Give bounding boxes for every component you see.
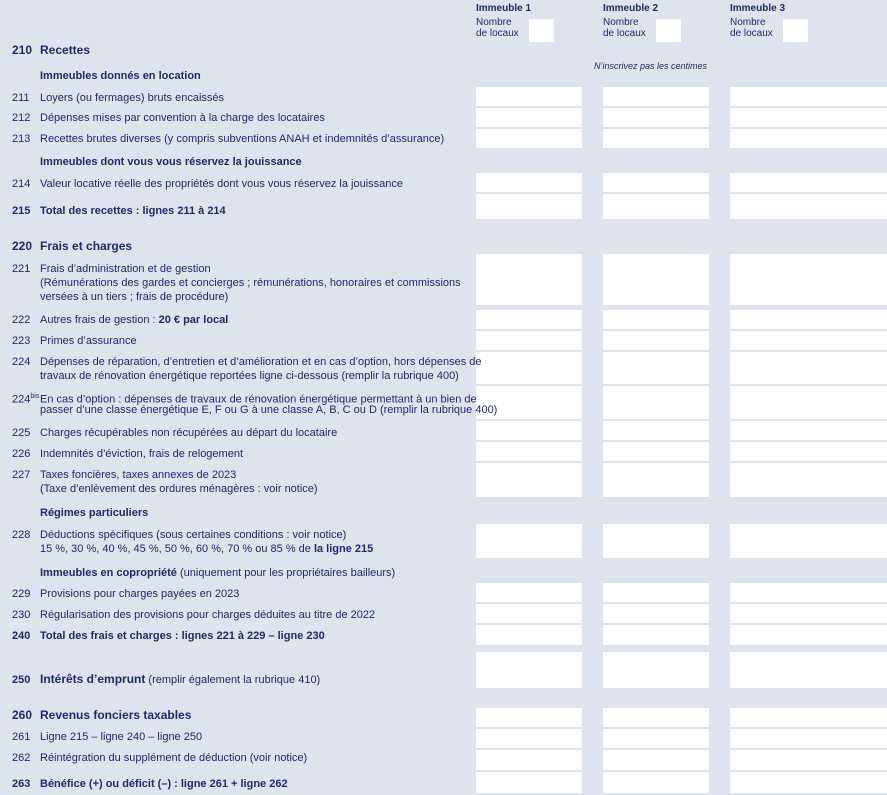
amount-input-250-immeuble-1[interactable] <box>476 652 582 690</box>
column-title: Immeuble 3 <box>730 3 786 14</box>
amount-input-221-immeuble-3[interactable] <box>730 254 836 307</box>
row-229-label: 229 Provisions pour charges payées en 2023 <box>12 588 240 600</box>
amount-input-224-immeuble-2[interactable] <box>603 352 709 386</box>
amount-input-225-next-column[interactable] <box>836 421 887 442</box>
subheading-copropriete: Immeubles en copropriété (uniquement pour les propriétaires bailleurs) <box>40 567 396 579</box>
amount-input-264-immeuble-3[interactable] <box>730 772 836 795</box>
amount-input-213-immeuble-2[interactable] <box>603 129 709 150</box>
amount-input-229-next-column[interactable] <box>836 583 887 604</box>
amount-input-212-immeuble-3[interactable] <box>730 108 836 129</box>
row-227-label: 227 Taxes foncières, taxes annexes de 2023 <box>12 469 237 481</box>
amount-input-222-next-column[interactable] <box>836 310 887 331</box>
amount-input-214-next-column[interactable] <box>836 173 887 194</box>
amount-input-240-immeuble-3[interactable] <box>730 625 836 647</box>
amount-input-225-immeuble-3[interactable] <box>730 421 836 442</box>
amount-input-214-immeuble-3[interactable] <box>730 173 836 194</box>
amount-input-212-immeuble-2[interactable] <box>603 108 709 129</box>
amount-input-229-immeuble-3[interactable] <box>730 583 836 604</box>
row-240-label: 240 Total des frais et charges : lignes 221 à 229 – ligne 230 <box>12 630 325 642</box>
amount-input-263-immeuble-3[interactable] <box>730 750 836 772</box>
amount-input-215-immeuble-2[interactable] <box>603 194 709 221</box>
amount-input-226-immeuble-1[interactable] <box>476 442 582 463</box>
amount-input-262-immeuble-2[interactable] <box>603 729 709 750</box>
amount-input-228-immeuble-3[interactable] <box>730 524 836 560</box>
row-227-line2: (Taxe d’enlèvement des ordures ménagères : voir notice) <box>40 483 318 495</box>
column-header-immeuble-2 <box>603 3 658 39</box>
amount-input-261-immeuble-3[interactable] <box>730 708 836 729</box>
amount-input-227-immeuble-1[interactable] <box>476 463 582 499</box>
amount-input-223-immeuble-2[interactable] <box>603 331 709 352</box>
amount-input-262-next-column[interactable] <box>836 729 887 750</box>
amount-input-261-immeuble-1[interactable] <box>476 708 582 729</box>
row-224bis-line2: passer d’une classe énergétique E, F ou G à une classe A, B, C ou D (remplir la rubrique 400) <box>40 404 498 416</box>
row-212-label: 212 Dépenses mises par convention à la charge des locataires <box>12 112 325 124</box>
amount-input-226-immeuble-3[interactable] <box>730 442 836 463</box>
amount-input-224-immeuble-3[interactable] <box>730 352 836 386</box>
row-223-label: 223 Primes d’assurance <box>12 335 137 347</box>
amount-input-221-immeuble-1[interactable] <box>476 254 582 307</box>
amount-input-228-next-column[interactable] <box>836 524 887 560</box>
amount-input-240-next-column[interactable] <box>836 625 887 647</box>
row-263-label: 263 Bénéfice (+) ou déficit (–) : ligne 261 + ligne 262 <box>12 778 288 790</box>
amount-input-222-immeuble-3[interactable] <box>730 310 836 331</box>
amount-input-230-immeuble-3[interactable] <box>730 604 836 625</box>
section-210: 210 Recettes <box>12 43 91 57</box>
section-220: 220 Frais et charges <box>12 239 133 253</box>
amount-input-224-immeuble-1[interactable] <box>476 352 582 386</box>
row-224bis-label: $224^{bis}En$ cas d’option : dépenses de travaux de rénovation énergétique permettant à un bien de <box>12 393 477 406</box>
amount-input-224-next-column[interactable] <box>836 352 887 386</box>
amount-input-211-immeuble-1[interactable] <box>476 87 582 108</box>
nombre-locaux-input-2[interactable] <box>656 19 681 42</box>
amount-input-215-immeuble-3[interactable] <box>730 194 836 221</box>
row-221-line3: versées à un tiers ; frais de procédure) <box>40 291 229 303</box>
amount-input-224bis-immeuble-3[interactable] <box>730 386 836 421</box>
amount-input-264-next-column[interactable] <box>836 772 887 795</box>
amount-input-212-immeuble-1[interactable] <box>476 108 582 129</box>
amount-input-250-immeuble-3[interactable] <box>730 652 836 690</box>
row-213-label: 213 Recettes brutes diverses (y compris subventions ANAH et indemnités d’assurance) <box>12 133 445 145</box>
amount-input-228-immeuble-1[interactable] <box>476 524 582 560</box>
amount-input-250-immeuble-2[interactable] <box>603 652 709 690</box>
section-260: 260 Revenus fonciers taxables <box>12 708 192 722</box>
row-228-label: 228 Déductions spécifiques (sous certaines conditions : voir notice) <box>12 529 347 541</box>
amount-input-264-immeuble-1[interactable] <box>476 772 582 795</box>
amount-input-211-next-column[interactable] <box>836 87 887 108</box>
subheading-location: Immeubles donnés en location <box>40 70 201 82</box>
amount-input-215-next-column[interactable] <box>836 194 887 221</box>
amount-input-227-next-column[interactable] <box>836 463 887 499</box>
amount-input-240-immeuble-2[interactable] <box>603 625 709 647</box>
count-label: de locaux <box>476 28 519 39</box>
row-226-label: 226 Indemnités d’éviction, frais de relogement <box>12 448 243 460</box>
amount-input-230-next-column[interactable] <box>836 604 887 625</box>
count-label: de locaux <box>730 28 773 39</box>
row-222-label: 222 Autres frais de gestion : 20 € par local <box>12 314 229 326</box>
row-262-label: 262 Réintégration du supplément de déduction (voir notice) <box>12 752 308 764</box>
row-221-label: 221 Frais d’administration et de gestion <box>12 263 211 275</box>
amount-input-263-next-column[interactable] <box>836 750 887 772</box>
nombre-locaux-input-1[interactable] <box>529 19 554 42</box>
amount-input-229-immeuble-2[interactable] <box>603 583 709 604</box>
amount-input-263-immeuble-1[interactable] <box>476 750 582 772</box>
column-title: Immeuble 1 <box>476 3 532 14</box>
amount-input-211-immeuble-3[interactable] <box>730 87 836 108</box>
amount-input-263-immeuble-2[interactable] <box>603 750 709 772</box>
amount-input-250-next-column[interactable] <box>836 652 887 690</box>
subheading-jouissance: Immeubles dont vous vous réservez la jouissance <box>40 156 302 168</box>
amount-input-226-immeuble-2[interactable] <box>603 442 709 463</box>
amount-input-228-immeuble-2[interactable] <box>603 524 709 560</box>
amount-input-225-immeuble-1[interactable] <box>476 421 582 442</box>
row-214-label: 214 Valeur locative réelle des propriétés dont vous vous réservez la jouissance <box>12 178 403 190</box>
amount-input-230-immeuble-1[interactable] <box>476 604 582 625</box>
amount-input-214-immeuble-1[interactable] <box>476 173 582 194</box>
amount-input-227-immeuble-3[interactable] <box>730 463 836 499</box>
row-224-line2: travaux de rénovation énergétique reportées ligne ci-dessous (remplir la rubrique 400) <box>40 370 459 382</box>
amount-input-262-immeuble-3[interactable] <box>730 729 836 750</box>
amount-input-227-immeuble-2[interactable] <box>603 463 709 499</box>
count-label: de locaux <box>603 28 646 39</box>
row-224-label: 224 Dépenses de réparation, d’entretien et d’amélioration et en cas d’option, hors dépenses de <box>12 356 482 368</box>
row-261-label: 261 Ligne 215 – ligne 240 – ligne 250 <box>12 731 203 743</box>
amount-input-261-next-column[interactable] <box>836 708 887 729</box>
amount-input-221-next-column[interactable] <box>836 254 887 307</box>
amount-input-224bis-immeuble-2[interactable] <box>603 386 709 421</box>
amount-input-223-immeuble-3[interactable] <box>730 331 836 352</box>
column-header-immeuble-3 <box>730 3 785 39</box>
row-221-line2: (Rémunérations des gardes et concierges ; rémunérations, honoraires et commissions <box>40 277 461 289</box>
amount-input-223-next-column[interactable] <box>836 331 887 352</box>
amount-input-223-immeuble-1[interactable] <box>476 331 582 352</box>
row-228-line2: 15 %, 30 %, 40 %, 45 %, 50 %, 60 %, 70 % ou 85 % de la ligne 215 <box>40 543 374 555</box>
amount-input-225-immeuble-2[interactable] <box>603 421 709 442</box>
row-211-label: 211 Loyers (ou fermages) bruts encaissés <box>12 92 225 104</box>
amount-input-222-immeuble-1[interactable] <box>476 310 582 331</box>
row-230-label: 230 Régularisation des provisions pour charges déduites au titre de 2022 <box>12 609 376 621</box>
amount-input-224bis-next-column[interactable] <box>836 386 887 421</box>
amount-input-212-next-column[interactable] <box>836 108 887 129</box>
subheading-regimes: Régimes particuliers <box>40 507 149 519</box>
nombre-locaux-input-3[interactable] <box>783 19 808 42</box>
row-225-label: 225 Charges récupérables non récupérées au départ du locataire <box>12 427 338 439</box>
amount-input-213-immeuble-3[interactable] <box>730 129 836 150</box>
count-label: Nombre <box>476 17 512 28</box>
amount-input-213-immeuble-1[interactable] <box>476 129 582 150</box>
amount-input-262-immeuble-1[interactable] <box>476 729 582 750</box>
amount-input-229-immeuble-1[interactable] <box>476 583 582 604</box>
column-title: Immeuble 2 <box>603 3 659 14</box>
amount-input-222-immeuble-2[interactable] <box>603 310 709 331</box>
count-label: Nombre <box>603 17 639 28</box>
centimes-note: N’inscrivez pas les centimes <box>594 61 708 71</box>
amount-input-214-immeuble-2[interactable] <box>603 173 709 194</box>
amount-input-240-immeuble-1[interactable] <box>476 625 582 647</box>
amount-input-261-immeuble-2[interactable] <box>603 708 709 729</box>
amount-input-211-immeuble-2[interactable] <box>603 87 709 108</box>
count-label: Nombre <box>730 17 766 28</box>
row-215-label: 215 Total des recettes : lignes 211 à 214 <box>12 205 226 217</box>
amount-input-230-immeuble-2[interactable] <box>603 604 709 625</box>
amount-input-221-immeuble-2[interactable] <box>603 254 709 307</box>
amount-input-213-next-column[interactable] <box>836 129 887 150</box>
amount-input-264-immeuble-2[interactable] <box>603 772 709 795</box>
amount-input-215-immeuble-1[interactable] <box>476 194 582 221</box>
column-header-immeuble-1 <box>476 3 531 39</box>
amount-input-226-next-column[interactable] <box>836 442 887 463</box>
row-250-label: 250 Intérêts d’emprunt (remplir également la rubrique 410) <box>12 672 321 686</box>
